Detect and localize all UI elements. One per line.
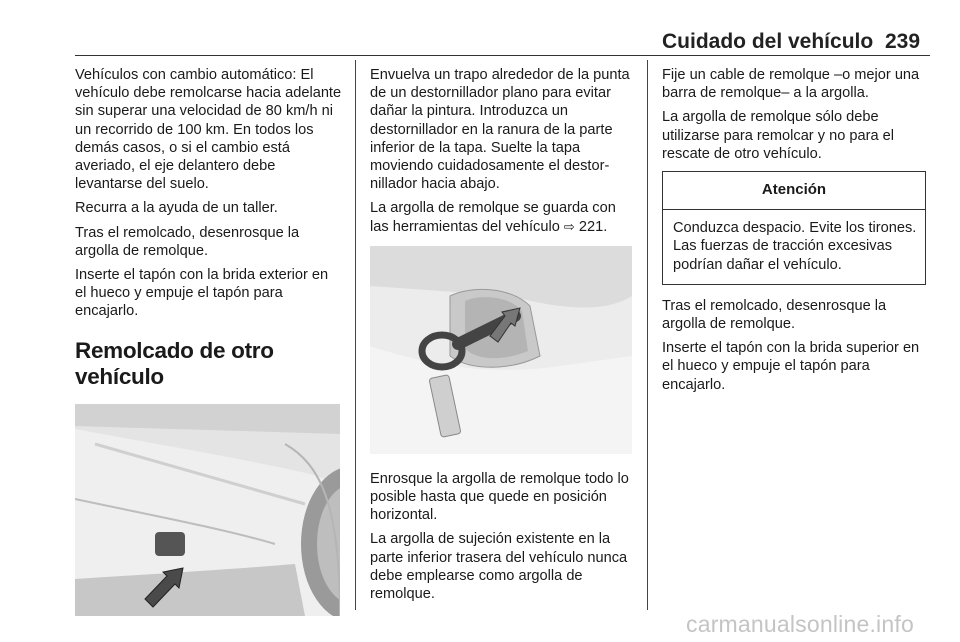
caution-notice-body: Conduzca despacio. Evite los tirones. Las fuerzas de tracción excesivas podrían dañar el vehículo. <box>673 220 917 273</box>
paragraph-workshop-help: Recurra a la ayuda de un taller. <box>75 200 278 217</box>
column-1 <box>75 66 343 616</box>
page-number: 239 <box>885 30 921 53</box>
rear-bumper-illustration <box>75 404 340 616</box>
column-3 <box>662 66 930 400</box>
tow-eye-illustration <box>370 246 632 454</box>
paragraph-attach-rope: Fije un cable de remolque –o mejor una barra de remolque– a la argolla. <box>662 67 920 102</box>
reference-arrow-icon: ⇨ <box>563 218 575 234</box>
caution-notice-box <box>662 171 926 285</box>
column-divider-2 <box>647 60 648 610</box>
header-divider <box>75 55 930 56</box>
watermark-text: carmanualsonline.info <box>686 611 914 637</box>
caution-notice-title: Atención <box>663 172 925 210</box>
paragraph-lashing-eye-warning: La argolla de sujeción existente en la parte inferior trasera del vehículo nunca debe emplearse como argolla de remolque. <box>370 531 628 603</box>
paragraph-automatic-transmission: Vehículos con cambio automático: El vehículo debe remolcarse hacia adelante sin superar una velocidad de 80 km/h ni un recorrido de 100 km. En todos los demás casos, o si el cambio está averiado, el eje delantero debe levantarse del suelo. <box>75 67 342 193</box>
paragraph-towing-only: La argolla de remolque sólo debe utilizarse para remolcar y no para el rescate de otro vehículo. <box>662 109 894 162</box>
column-divider-1 <box>355 60 356 610</box>
page-reference: 221. <box>578 218 608 235</box>
paragraph-insert-cap-upper: Inserte el tapón con la brida superior en el hueco y empuje el tapón para encajarlo. <box>662 340 920 393</box>
paragraph-insert-cap: Inserte el tapón con la brida exterior en el hueco y empuje el tapón para encajarlo. <box>75 267 329 320</box>
paragraph-tow-eye-storage: La argolla de remolque se guarda con las herramientas del vehículo ⇨ 221. <box>370 200 616 235</box>
paragraph-unscrew-eye-after: Tras el remolcado, desenrosque la argolla de remolque. <box>662 297 887 333</box>
paragraph-screwdriver: Envuelva un trapo alrededor de la punta de un destornillador plano para evitar dañar la pintura. Introduzca un destornillador en la ranura de la parte inferior de la tapa. Suelte la tapa moviendo cuidadosamente el destornillador hacia abajo. <box>370 67 630 193</box>
section-heading-towing-other-vehicle: Remolcado de otro vehículo <box>75 337 274 389</box>
page-section-title: Cuidado del vehículo <box>662 30 874 53</box>
paragraph-unscrew-eye: Tras el remolcado, desenrosque la argolla de remolque. <box>75 224 300 259</box>
column-2 <box>370 66 632 609</box>
paragraph-screw-in-eye: Enrosque la argolla de remolque todo lo posible hasta que quede en posición horizontal. <box>370 470 629 524</box>
